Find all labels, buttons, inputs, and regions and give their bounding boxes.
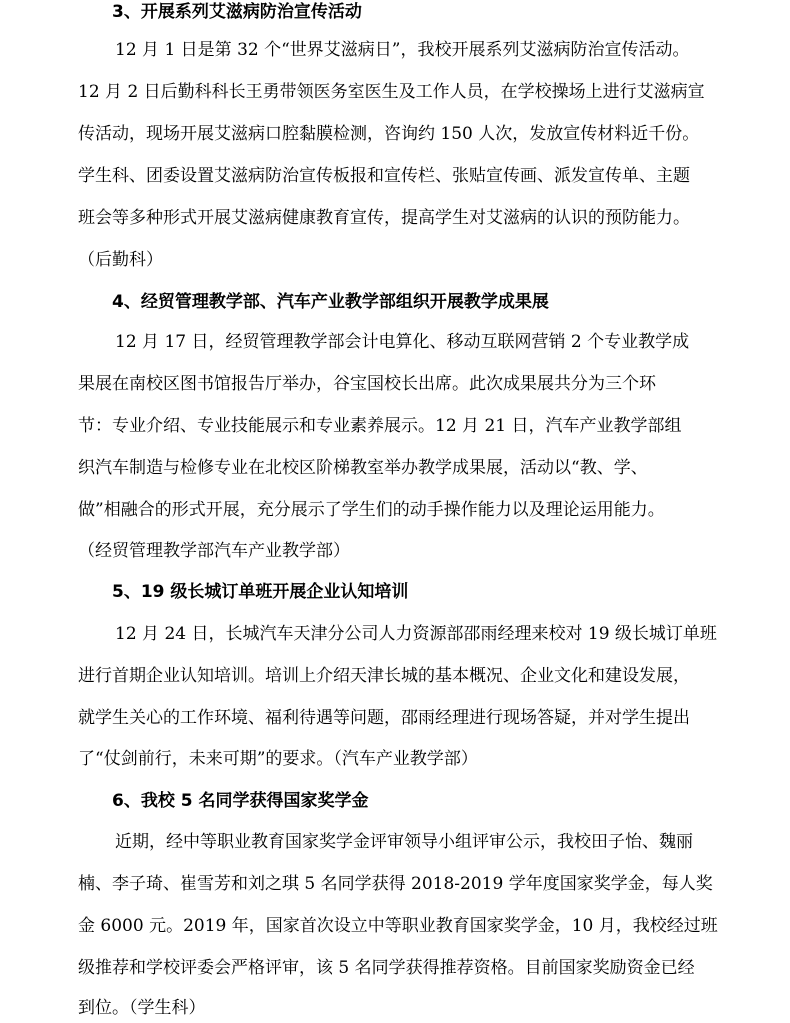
paragraph-line: 12 月 17 日，经贸管理教学部会计电算化、移动互联网营销 2 个专业教学成 xyxy=(115,332,690,352)
paragraph-line: （后勤科） xyxy=(78,250,163,270)
paragraph-line: 金 6000 元。2019 年，国家首次设立中等职业教育国家奖学金，10 月，我校经过班 xyxy=(78,916,718,936)
paragraph-line: 近期，经中等职业教育国家奖学金评审领导小组评审公示，我校田子怡、魏丽 xyxy=(115,832,693,852)
paragraph-line: 12 月 24 日，长城汽车天津分公司人力资源部邵雨经理来校对 19 级长城订单班 xyxy=(115,624,717,644)
paragraph-line: 就学生关心的工作环境、福利待遇等问题，邵雨经理进行现场答疑，并对学生提出 xyxy=(78,708,690,728)
paragraph-line: 果展在南校区图书馆报告厅举办，谷宝国校长出席。此次成果展共分为三个环 xyxy=(78,374,656,394)
paragraph-line: 12 月 1 日是第 32 个“世界艾滋病日”，我校开展系列艾滋病防治宣传活动。 xyxy=(115,40,690,60)
paragraph-line: 学生科、团委设置艾滋病防治宣传板报和宣传栏、张贴宣传画、派发宣传单、主题 xyxy=(78,166,690,186)
paragraph-line: 节：专业介绍、专业技能展示和专业素养展示。12 月 21 日，汽车产业教学部组 xyxy=(78,416,682,436)
paragraph-line: 到位。（学生科） xyxy=(78,998,206,1018)
paragraph-line: 做”相融合的形式开展，充分展示了学生们的动手操作能力以及理论运用能力。 xyxy=(78,500,665,520)
paragraph-line: 楠、李子琦、崔雪芳和刘之琪 5 名同学获得 2018-2019 学年度国家奖学金，每人奖 xyxy=(78,874,713,894)
section-heading-6: 6、我校 5 名同学获得国家奖学金 xyxy=(112,791,369,811)
section-heading-5: 5、19 级长城订单班开展企业认知培训 xyxy=(112,582,409,602)
paragraph-line: 12 月 2 日后勤科科长王勇带领医务室医生及工作人员，在学校操场上进行艾滋病宣 xyxy=(78,82,705,102)
paragraph-line: 织汽车制造与检修专业在北校区阶梯教室举办教学成果展，活动以“教、学、 xyxy=(78,458,648,478)
section-heading-3: 3、开展系列艾滋病防治宣传活动 xyxy=(112,2,362,22)
paragraph-line: 了“仗剑前行，未来可期”的要求。（汽车产业教学部） xyxy=(78,749,478,769)
paragraph-line: 级推荐和学校评委会严格评审，该 5 名同学获得推荐资格。目前国家奖励资金已经 xyxy=(78,958,695,978)
paragraph-line: 班会等多种形式开展艾滋病健康教育宣传，提高学生对艾滋病的认识的预防能力。 xyxy=(78,208,690,228)
paragraph-line: 进行首期企业认知培训。培训上介绍天津长城的基本概况、企业文化和建设发展， xyxy=(78,666,690,686)
paragraph-line: 传活动，现场开展艾滋病口腔黏膜检测，咨询约 150 人次，发放宣传材料近千份。 xyxy=(78,124,700,144)
paragraph-line: （经贸管理教学部汽车产业教学部） xyxy=(78,541,350,561)
section-heading-4: 4、经贸管理教学部、汽车产业教学部组织开展教学成果展 xyxy=(112,292,549,312)
